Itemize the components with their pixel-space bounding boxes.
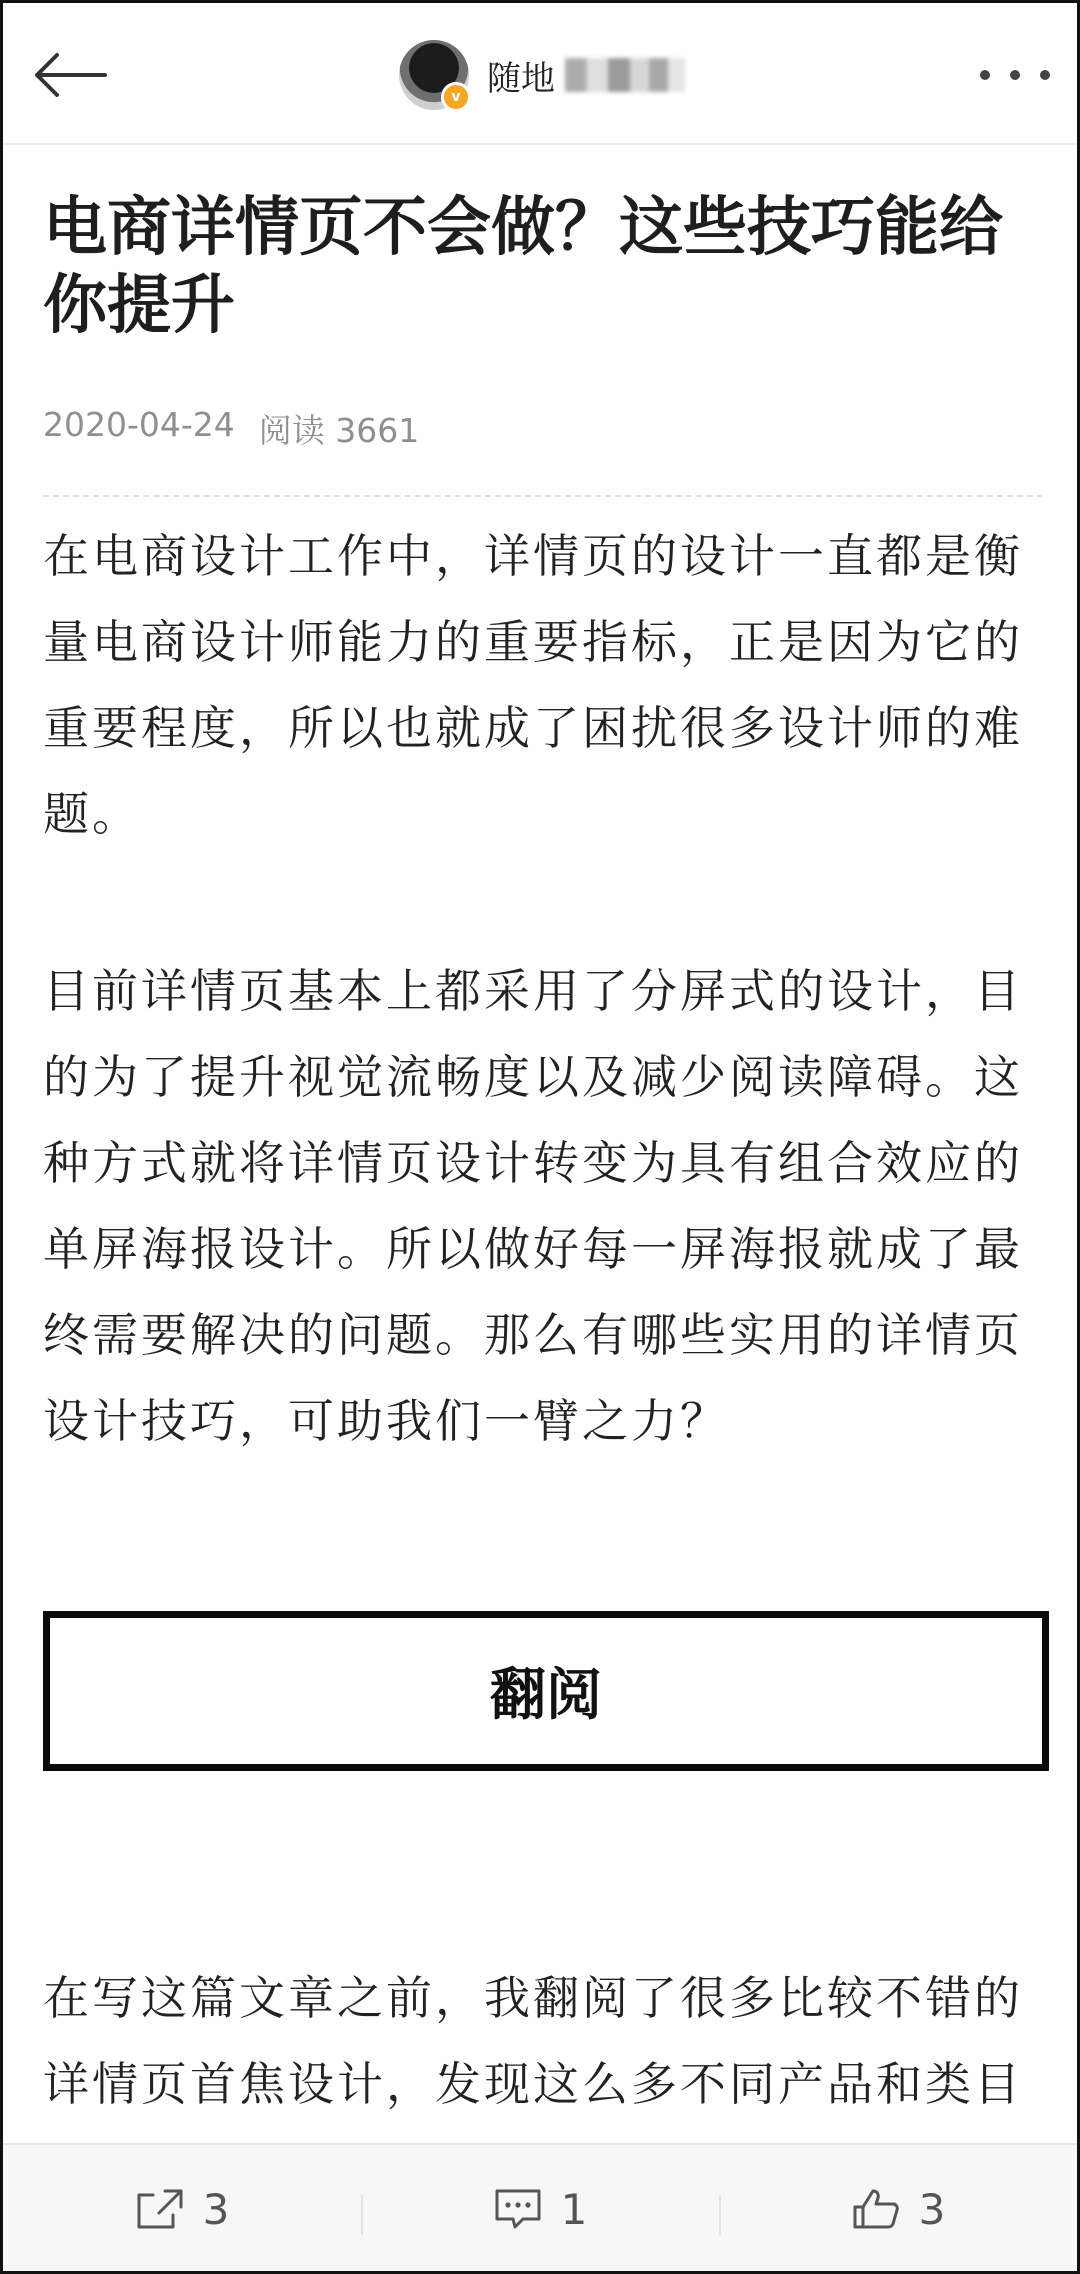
read-count: 阅读 3661 xyxy=(258,411,420,450)
share-icon xyxy=(135,2187,185,2231)
verified-badge: v xyxy=(441,82,471,112)
paragraph-2: 目前详情页基本上都采用了分屏式的设计，目的为了提升视觉流畅度以及减少阅读障碍。这种方式就将详情页设计转变为具有组合效应的单屏海报设计。所以做好每一屏海报就成了最终需要解决的问题。那么有哪些实用的详情页设计技巧，可助我们一臂之力？ xyxy=(43,964,1023,1448)
author-name-container[interactable] xyxy=(487,51,685,100)
avatar[interactable] xyxy=(399,40,469,110)
publish-date: 2020-04-24 xyxy=(43,405,235,444)
blurred-name-redaction xyxy=(565,58,685,92)
share-button[interactable] xyxy=(3,2185,361,2234)
more-button[interactable] xyxy=(977,49,1053,101)
back-button[interactable] xyxy=(25,39,115,111)
like-button[interactable] xyxy=(719,2185,1077,2234)
paragraph-3: 在写这篇文章之前，我翻阅了很多比较不错的详情页首焦设计，发现这么多不同产品和类目 xyxy=(43,1971,1023,2111)
comment-icon xyxy=(493,2187,543,2231)
dashed-divider xyxy=(43,495,1043,497)
comment-button[interactable] xyxy=(361,2185,719,2234)
article-title: 电商详情页不会做？这些技巧能给你提升 xyxy=(43,191,1003,343)
article-meta xyxy=(43,405,419,452)
author-profile[interactable] xyxy=(399,39,685,111)
arrow-left-icon xyxy=(31,51,109,99)
share-count: 3 xyxy=(202,2184,230,2234)
paragraph-1: 在电商设计工作中，详情页的设计一直都是衡量电商设计师能力的重要指标，正是因为它的重要程度，所以也就成了困扰很多设计师的难题。 xyxy=(43,529,1023,841)
like-count: 3 xyxy=(918,2184,946,2234)
author-name: 随地 xyxy=(487,58,555,99)
comment-count: 1 xyxy=(560,2184,588,2234)
thumbs-up-icon xyxy=(851,2187,901,2231)
more-dots-icon xyxy=(977,67,1053,83)
bottom-action-bar xyxy=(3,2143,1077,2273)
flip-button[interactable]: 翻阅 xyxy=(43,1611,1049,1771)
top-nav-bar xyxy=(3,3,1077,145)
